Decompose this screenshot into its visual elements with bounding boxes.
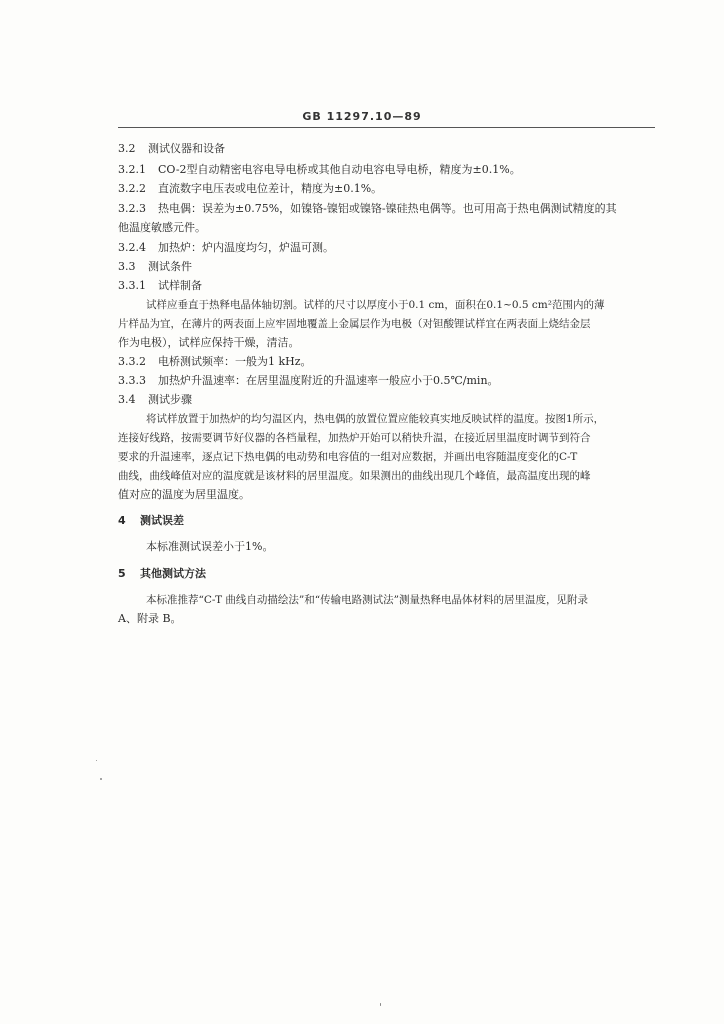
clause-3-2-2	[118, 182, 658, 196]
clause-number: 3.2.1	[118, 163, 146, 176]
paragraph-text: 将试样放置于加热炉的均匀温区内，热电偶的放置位置应能较真实地反映试样的温度。按图1所示，	[146, 413, 605, 425]
paragraph-text: 值对应的温度为居里温度。	[118, 488, 250, 501]
scan-speck	[100, 778, 102, 780]
standard-number-header: GB 11297.10—89	[302, 110, 422, 123]
section-title: 测试条件	[148, 260, 192, 273]
clause-number: 3.2.2	[118, 182, 146, 195]
paragraph-text: 连接好线路，按需要调节好仪器的各档量程，加热炉开始可以稍快升温，在接近居里温度时调节到符合	[118, 432, 591, 444]
paragraph-line	[118, 431, 658, 445]
paragraph-text: 试样应垂直于热释电晶体轴切割。试样的尺寸以厚度小于0.1 cm，面积在0.1~0.5 cm²范围内的薄	[146, 299, 605, 311]
clause-text: 热电偶：误差为±0.75%，如镍铬-镍铝或镍铬-镍硅热电偶等。也可用高于热电偶测试精度的其	[158, 202, 617, 215]
paragraph-text: A、附录 B。	[118, 612, 182, 625]
paragraph-line	[118, 317, 658, 331]
clause-3-3-2	[118, 355, 658, 369]
section-3-3-heading	[118, 260, 658, 274]
section-number: 4	[118, 514, 126, 527]
clause-text: 加热炉：炉内温度均匀，炉温可测。	[158, 241, 334, 254]
paragraph-line	[118, 336, 658, 350]
paragraph-line	[146, 593, 658, 607]
clause-number: 3.3.3	[118, 374, 146, 387]
paragraph-line	[118, 450, 658, 464]
paragraph-line	[118, 488, 658, 502]
clause-3-2-3	[118, 202, 658, 216]
paragraph-line	[146, 540, 658, 554]
section-3-4-heading	[118, 393, 658, 407]
paragraph-line	[118, 469, 658, 483]
clause-text: 他温度敏感元件。	[118, 221, 206, 234]
section-title: 测试仪器和设备	[148, 142, 225, 155]
clause-number: 3.2.3	[118, 202, 146, 215]
paragraph-line	[118, 612, 658, 626]
section-number: 3.4	[118, 393, 136, 406]
paragraph-text: 片样品为宜，在薄片的两表面上应牢固地覆盖上金属层作为电极（对钽酸锂试样宜在两表面上烧结金层	[118, 318, 591, 330]
clause-3-2-1	[118, 163, 658, 177]
section-3-2-heading	[118, 142, 658, 156]
header-rule	[118, 127, 655, 128]
paragraph-line	[146, 412, 658, 426]
clause-text: 直流数字电压表或电位差计，精度为±0.1%。	[158, 182, 383, 195]
paragraph-text: 本标准测试误差小于1%。	[146, 540, 274, 553]
section-4-heading	[118, 514, 658, 528]
section-number: 5	[118, 567, 126, 580]
clause-number: 3.3.1	[118, 279, 146, 292]
paragraph-text: 曲线，曲线峰值对应的温度就是该材料的居里温度。如果测出的曲线出现几个峰值，最高温度出现的峰	[118, 470, 591, 482]
paragraph-text: 作为电极），试样应保持干燥，清洁。	[118, 336, 300, 349]
clause-number: 3.3.2	[118, 355, 146, 368]
paragraph-line	[146, 298, 658, 312]
clause-number: 3.2.4	[118, 241, 146, 254]
scan-speck	[96, 760, 97, 761]
clause-3-3-1	[118, 279, 658, 293]
clause-3-2-4	[118, 241, 658, 255]
section-5-heading	[118, 567, 658, 581]
section-title: 测试误差	[140, 514, 184, 527]
section-title: 测试步骤	[148, 393, 192, 406]
clause-3-2-3-continued	[118, 221, 658, 235]
clause-3-3-3	[118, 374, 658, 388]
paragraph-text: 本标准推荐“C-T 曲线自动描绘法”和“传输电路测试法”测量热释电晶体材料的居里温度，见附录	[146, 594, 589, 606]
clause-text: CO-2型自动精密电容电导电桥或其他自动电容电导电桥，精度为±0.1%。	[158, 163, 521, 176]
clause-text: 加热炉升温速率：在居里温度附近的升温速率一般应小于0.5℃/min。	[158, 374, 499, 387]
clause-text: 试样制备	[158, 279, 202, 292]
section-number: 3.3	[118, 260, 136, 273]
section-title: 其他测试方法	[140, 567, 206, 580]
scan-speck	[380, 1003, 381, 1006]
clause-text: 电桥测试频率：一般为1 kHz。	[158, 355, 312, 368]
section-number: 3.2	[118, 142, 136, 155]
paragraph-text: 要求的升温速率，逐点记下热电偶的电动势和电容值的一组对应数据，并画出电容随温度变化的C-T	[118, 451, 578, 463]
